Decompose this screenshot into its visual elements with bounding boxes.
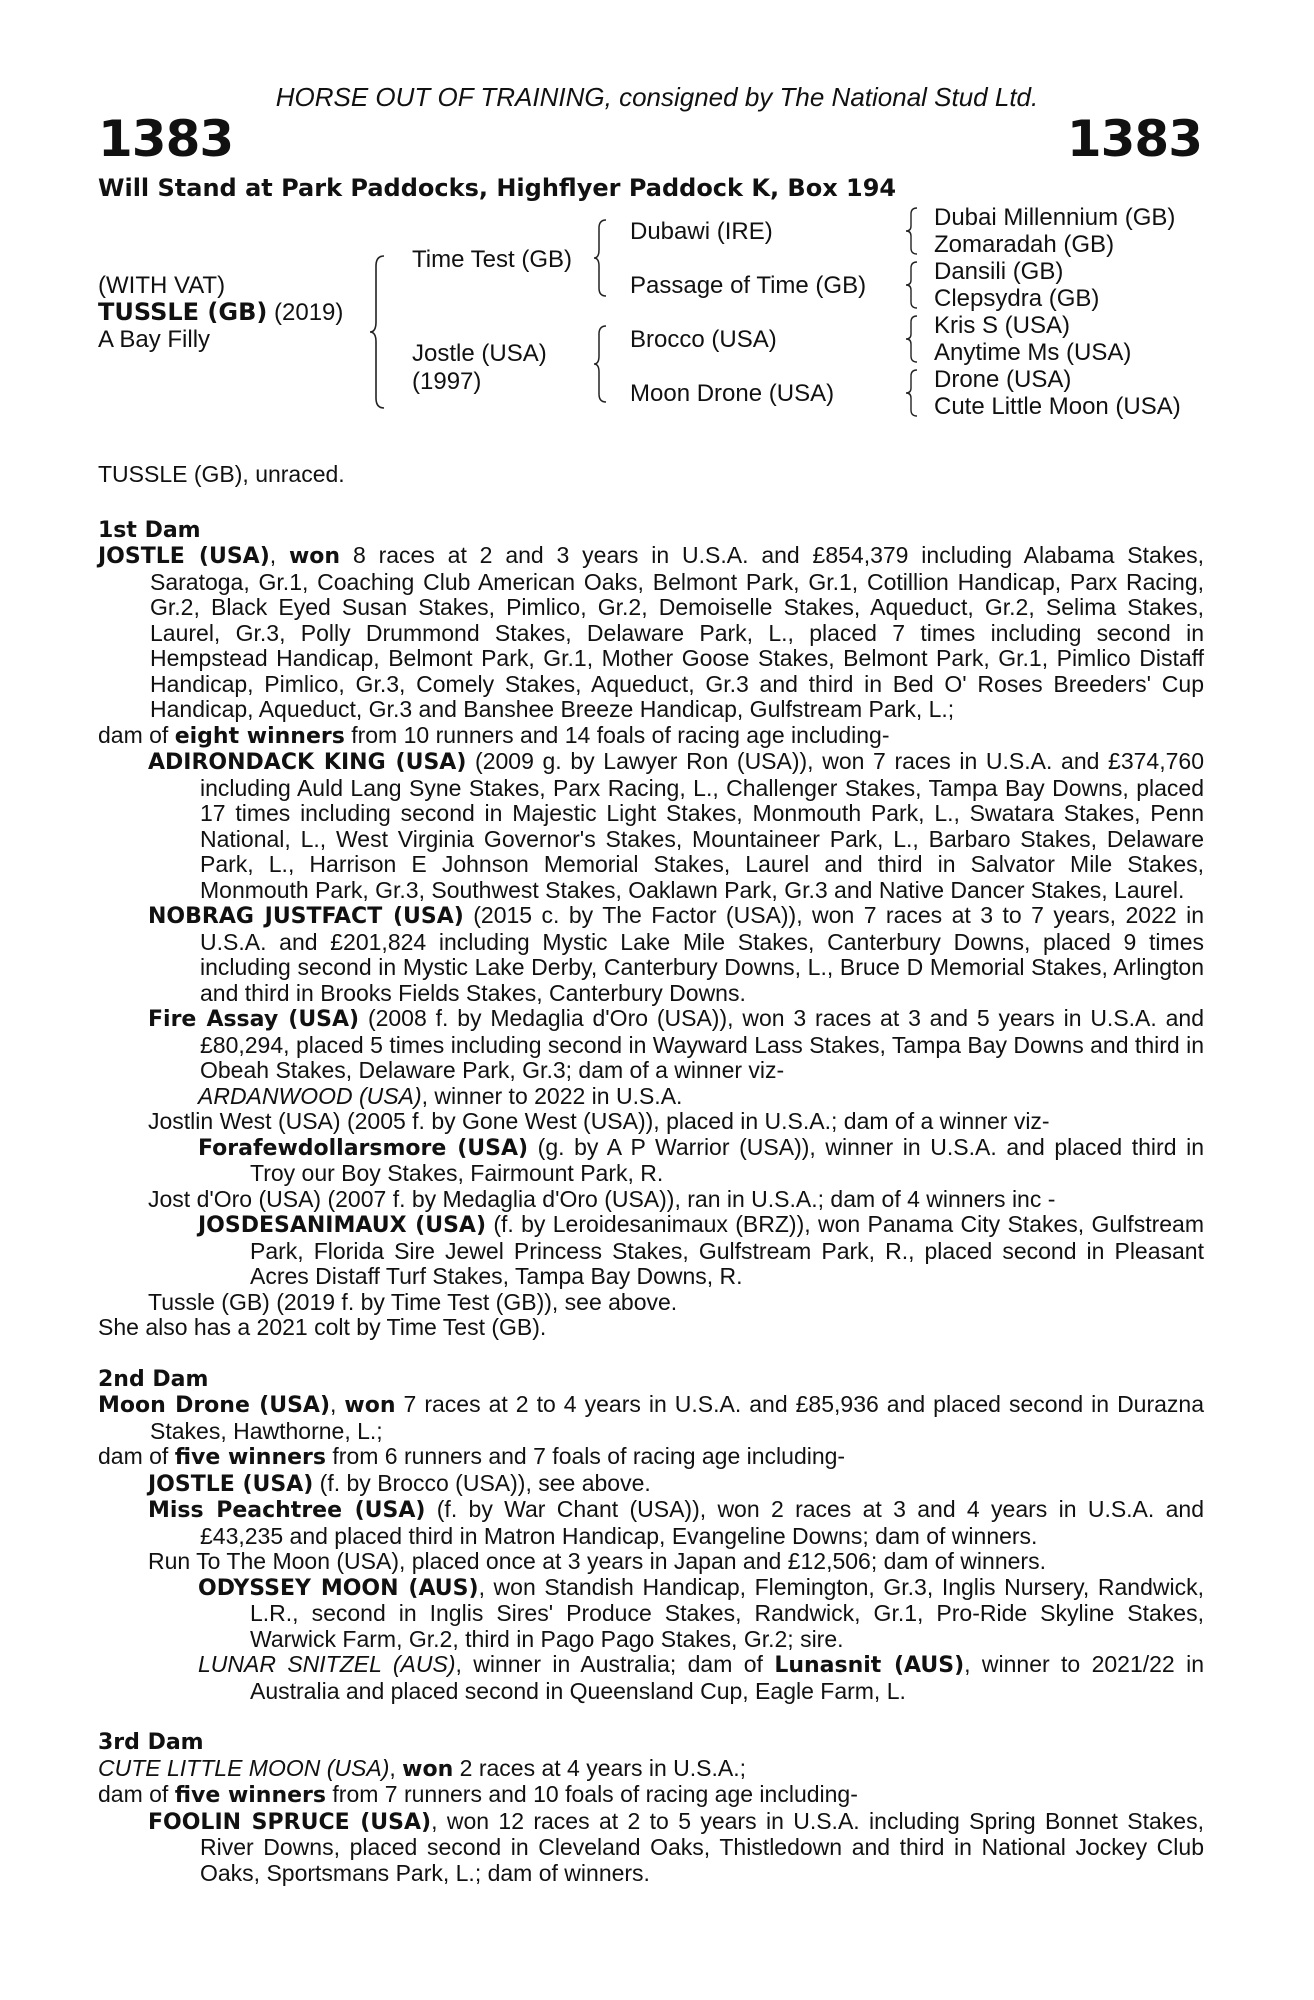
lot-number-left: 1383 [98, 110, 234, 168]
vat-note: (WITH VAT) [98, 272, 226, 299]
pedigree-brace-sire [594, 218, 610, 300]
pedigree-brace-g1 [906, 206, 920, 256]
first-dam-damof-post: from 10 runners and 14 foals of racing age including- [344, 721, 890, 748]
first-dam-record: JOSTLE (USA), won 8 races at 2 and 3 years in U.S.A. and £854,379 including Alabama Stakes, Saratoga, Gr.1, Coaching Club American Oaks, Belmont Park, Gr.1, Cotillion Handicap, Parx Racing, Gr.2, Black Eyed Susan Stakes, Pimlico, Gr.2, Demoiselle Stakes, Aqueduct, Gr.2, Selima Stakes, Laurel, Gr.3, Polly Drummond Stakes, Delaware Park, L., placed 7 times including second in Hempstead Handicap, Belmont Park, Gr.1, Mother Goose Stakes, Belmont Park, Gr.1, Pimlico Distaff Handicap, Pimlico, Gr.3, Comely Stakes, Aqueduct, Gr.3 and third in Bed O' Roses Breeders' Cup Handicap, Aqueduct, Gr.3 and Banshee Breeze Handicap, Gulfstream Park, L.; [98, 542, 1204, 722]
odyssey-moon-text: , won Standish Handicap, Flemington, Gr.3, Inglis Nursery, Randwick, L.R., second in Inglis Sires' Produce Stakes, Randwick, Gr.1, Pro-Ride Skyline Stakes, Warwick Farm, Gr.2, third in Pago Pago Stakes, Gr.2; sire. [250, 1573, 1204, 1652]
grandsire-7: Drone (USA) [934, 366, 1072, 393]
lunar-snitzel-text-2: , winner to 2021/22 in Australia and placed second in Queensland Cup, Eagle Farm, L. [250, 1651, 1204, 1704]
dam-year: (1997) [412, 368, 482, 395]
miss-peachtree-text: (f. by War Chant (USA)), won 2 races at 3 and 4 years in U.S.A. and £43,235 and placed third in Matron Handicap, Evangeline Downs; dam of winners. [200, 1496, 1204, 1549]
josd-name: JOSDESANIMAUX (USA) [198, 1213, 487, 1238]
odyssey-moon-name: ODYSSEY MOON (AUS) [198, 1575, 479, 1601]
third-dam-heading: 3rd Dam [98, 1730, 204, 1755]
sire-sire: Dubawi (IRE) [630, 218, 773, 245]
third-dam-damof-pre: dam of [98, 1781, 175, 1807]
produce-miss-peachtree [98, 1497, 1204, 1549]
third-dam-name: CUTE LITTLE MOON (USA) [98, 1754, 390, 1781]
horse-name-line [98, 298, 343, 327]
jostle-text: (f. by Brocco (USA)), see above. [313, 1469, 651, 1496]
adirondack-name: ADIRONDACK KING (USA) [148, 750, 467, 775]
sire-dam: Passage of Time (GB) [630, 272, 867, 299]
consignment-header: HORSE OUT OF TRAINING, consigned by The National Stud Ltd. [275, 82, 1039, 112]
ardanwood-name: ARDANWOOD (USA) [198, 1082, 422, 1109]
second-dam-won: won [344, 1393, 396, 1418]
second-dam-record: Moon Drone (USA), won 7 races at 2 to 4 years in U.S.A. and £85,936 and placed second in Durazna Stakes, Hawthorne, L.; [98, 1391, 1204, 1444]
grandsire-8: Cute Little Moon (USA) [934, 393, 1181, 420]
third-dam-record: CUTE LITTLE MOON (USA), won 2 races at 4 years in U.S.A.; [98, 1754, 746, 1782]
produce-foolin-spruce [98, 1809, 1204, 1887]
pedigree-brace-dam [594, 324, 610, 406]
pedigree-brace-g4 [906, 368, 920, 418]
third-dam-winners: five winners [174, 1783, 327, 1808]
horse-year: (2019) [274, 299, 344, 326]
dam-dam: Moon Drone (USA) [630, 380, 835, 407]
first-dam-text: 8 races at 2 and 3 years in U.S.A. and £854,379 including Alabama Stakes, Saratoga, Gr.1, Coaching Club American Oaks, Belmont Park, Gr.1, Cotillion Handicap, Parx Racing, Gr.2, Black Eyed Susan Stakes, Pimlico, Gr.2, Demoiselle Stakes, Aqueduct, Gr.2, Selima Stakes, Laurel, Gr.3, Polly Drummond Stakes, Delaware Park, L., placed 7 times including second in Hempstead Handicap, Belmont Park, Gr.1, Mother Goose Stakes, Belmont Park, Gr.1, Pimlico Distaff Handicap, Pimlico, Gr.3, Comely Stakes, Aqueduct, Gr.3 and third in Bed O' Roses Breeders' Cup Handicap, Aqueduct, Gr.3 and Banshee Breeze Handicap, Gulfstream Park, L.; [150, 542, 1204, 722]
produce-run-to-the-moon: Run To The Moon (USA), placed once at 3 years in Japan and £12,506; dam of winners. [148, 1548, 1046, 1574]
third-dam-text: 2 races at 4 years in U.S.A.; [453, 1754, 746, 1781]
intro-line: TUSSLE (GB), unraced. [98, 461, 345, 487]
first-dam-name: JOSTLE (USA) [98, 544, 270, 569]
pedigree-brace-g3 [906, 314, 920, 364]
third-dam-damof-post: from 7 runners and 10 foals of racing age including- [326, 1781, 858, 1807]
grandsire-3: Dansili (GB) [934, 258, 1064, 285]
adirondack-text: (2009 g. by Lawyer Ron (USA)), won 7 races in U.S.A. and £374,760 including Auld Lang Syne Stakes, Parx Racing, L., Challenger Stakes, Tampa Bay Downs, placed 17 times including second in Majestic Light Stakes, Monmouth Park, L., Swatara Stakes, Penn National, L., West Virginia Governor's Stakes, Mountaineer Park, L., Barbaro Stakes, Delaware Park, L., Harrison E Johnson Memorial Stakes, Laurel and third in Salvator Mile Stakes, Monmouth Park, Gr.3, Southwest Stakes, Oaklawn Park, Gr.3 and Native Dancer Stakes, Laurel. [200, 748, 1204, 903]
foolin-spruce-text: , won 12 races at 2 to 5 years in U.S.A. including Spring Bonnet Stakes, River Downs, placed second in Cleveland Oaks, Thistledown and third in National Jockey Club Oaks, Sportsmans Park, L.; dam of winners. [200, 1807, 1204, 1886]
dam-sire: Brocco (USA) [630, 326, 777, 353]
produce-colt: She also has a 2021 colt by Time Test (GB). [98, 1314, 547, 1340]
foolin-spruce-name: FOOLIN SPRUCE (USA) [148, 1809, 432, 1835]
sire: Time Test (GB) [412, 246, 573, 273]
dam: Jostle (USA) [412, 340, 547, 367]
pedigree-brace-g2 [906, 260, 920, 310]
jostle-name: JOSTLE (USA) [148, 1471, 314, 1497]
grandsire-2: Zomaradah (GB) [934, 231, 1115, 258]
produce-jost-doro: Jost d'Oro (USA) (2007 f. by Medaglia d'Oro (USA)), ran in U.S.A.; dam of 4 winners inc - [148, 1185, 1056, 1212]
lunar-snitzel-name: LUNAR SNITZEL (AUS) [198, 1651, 456, 1677]
first-dam-winners: eight winners [174, 723, 345, 749]
second-dam-damof-pre: dam of [98, 1443, 175, 1469]
third-dam-won: won [402, 1756, 454, 1782]
produce-lunar-snitzel [98, 1652, 1204, 1704]
horse-name: TUSSLE (GB) [98, 298, 268, 326]
nobrag-text: (2015 c. by The Factor (USA)), won 7 races at 3 to 7 years, 2022 in U.S.A. and £201,824 including Mystic Lake Mile Stakes, Canterbury Downs, placed 9 times including second in Mystic Lake Derby, Canterbury Downs, L., Bruce D Memorial Stakes, Arlington and third in Brooks Fields Stakes, Canterbury Downs. [200, 902, 1205, 1006]
miss-peachtree-name: Miss Peachtree (USA) [148, 1498, 426, 1523]
lot-number-right: 1383 [1066, 110, 1202, 168]
third-dam-produce-summary [98, 1782, 1204, 1809]
second-dam-winners: five winners [174, 1445, 327, 1470]
first-dam-produce-summary [98, 723, 1204, 750]
produce-adirondack [98, 749, 1204, 903]
second-dam-name: Moon Drone (USA) [98, 1393, 331, 1418]
first-dam-heading: 1st Dam [98, 517, 201, 543]
nobrag-name: NOBRAG JUSTFACT (USA) [148, 904, 464, 929]
produce-ardanwood [98, 1084, 1204, 1110]
produce-josdesanimaux [98, 1212, 1204, 1290]
produce-jostle [98, 1471, 1204, 1498]
grandsire-6: Anytime Ms (USA) [934, 339, 1132, 366]
fora-name: Forafewdollarsmore (USA) [198, 1135, 529, 1161]
second-dam-produce-summary [98, 1444, 1204, 1471]
catalogue-body [98, 462, 1204, 1886]
second-dam-heading: 2nd Dam [98, 1366, 209, 1392]
lunasnit-name: Lunasnit (AUS) [774, 1653, 965, 1678]
first-dam-won: won [288, 544, 341, 569]
stabling-location: Will Stand at Park Paddocks, Highflyer Paddock K, Box 194 [98, 174, 897, 202]
horse-description: A Bay Filly [98, 326, 211, 353]
fire-assay-text: (2008 f. by Medaglia d'Oro (USA)), won 3 races at 3 and 5 years in U.S.A. and £80,294, placed 5 times including second in Wayward Lass Stakes, Tampa Bay Downs and third in Obeah Stakes, Delaware Park, Gr.3; dam of a winner viz- [200, 1005, 1204, 1083]
produce-forafewdollarsmore [98, 1135, 1204, 1187]
produce-odyssey-moon [98, 1575, 1204, 1653]
first-dam-damof-pre: dam of [98, 721, 175, 748]
produce-jostlin-west: Jostlin West (USA) (2005 f. by Gone West (USA)), placed in U.S.A.; dam of a winner viz- [148, 1108, 1050, 1134]
josd-text: (f. by Leroidesanimaux (BRZ)), won Panama City Stakes, Gulfstream Park, Florida Sire Jewel Princess Stakes, Gulfstream Park, R., placed second in Pleasant Acres Distaff Turf Stakes, Tampa Bay Downs, R. [250, 1211, 1204, 1289]
ardanwood-text: , winner to 2022 in U.S.A. [421, 1082, 683, 1109]
produce-nobrag [98, 903, 1204, 1006]
pedigree-brace-main [370, 254, 388, 410]
produce-fire-assay [98, 1006, 1204, 1084]
second-dam-text: 7 races at 2 to 4 years in U.S.A. and £85,936 and placed second in Durazna Stakes, Hawthorne, L.; [150, 1391, 1204, 1444]
fire-assay-name: Fire Assay (USA) [148, 1007, 360, 1032]
grandsire-1: Dubai Millennium (GB) [934, 204, 1176, 231]
grandsire-4: Clepsydra (GB) [934, 285, 1100, 312]
second-dam-damof-post: from 6 runners and 7 foals of racing age including- [326, 1443, 846, 1469]
fora-text: (g. by A P Warrior (USA)), winner in U.S.A. and placed third in Troy our Boy Stakes, Fairmount Park, R. [250, 1133, 1205, 1186]
grandsire-5: Kris S (USA) [934, 312, 1071, 339]
lunar-snitzel-text: , winner in Australia; dam of [455, 1651, 775, 1677]
produce-tussle: Tussle (GB) (2019 f. by Time Test (GB)), see above. [148, 1288, 678, 1315]
